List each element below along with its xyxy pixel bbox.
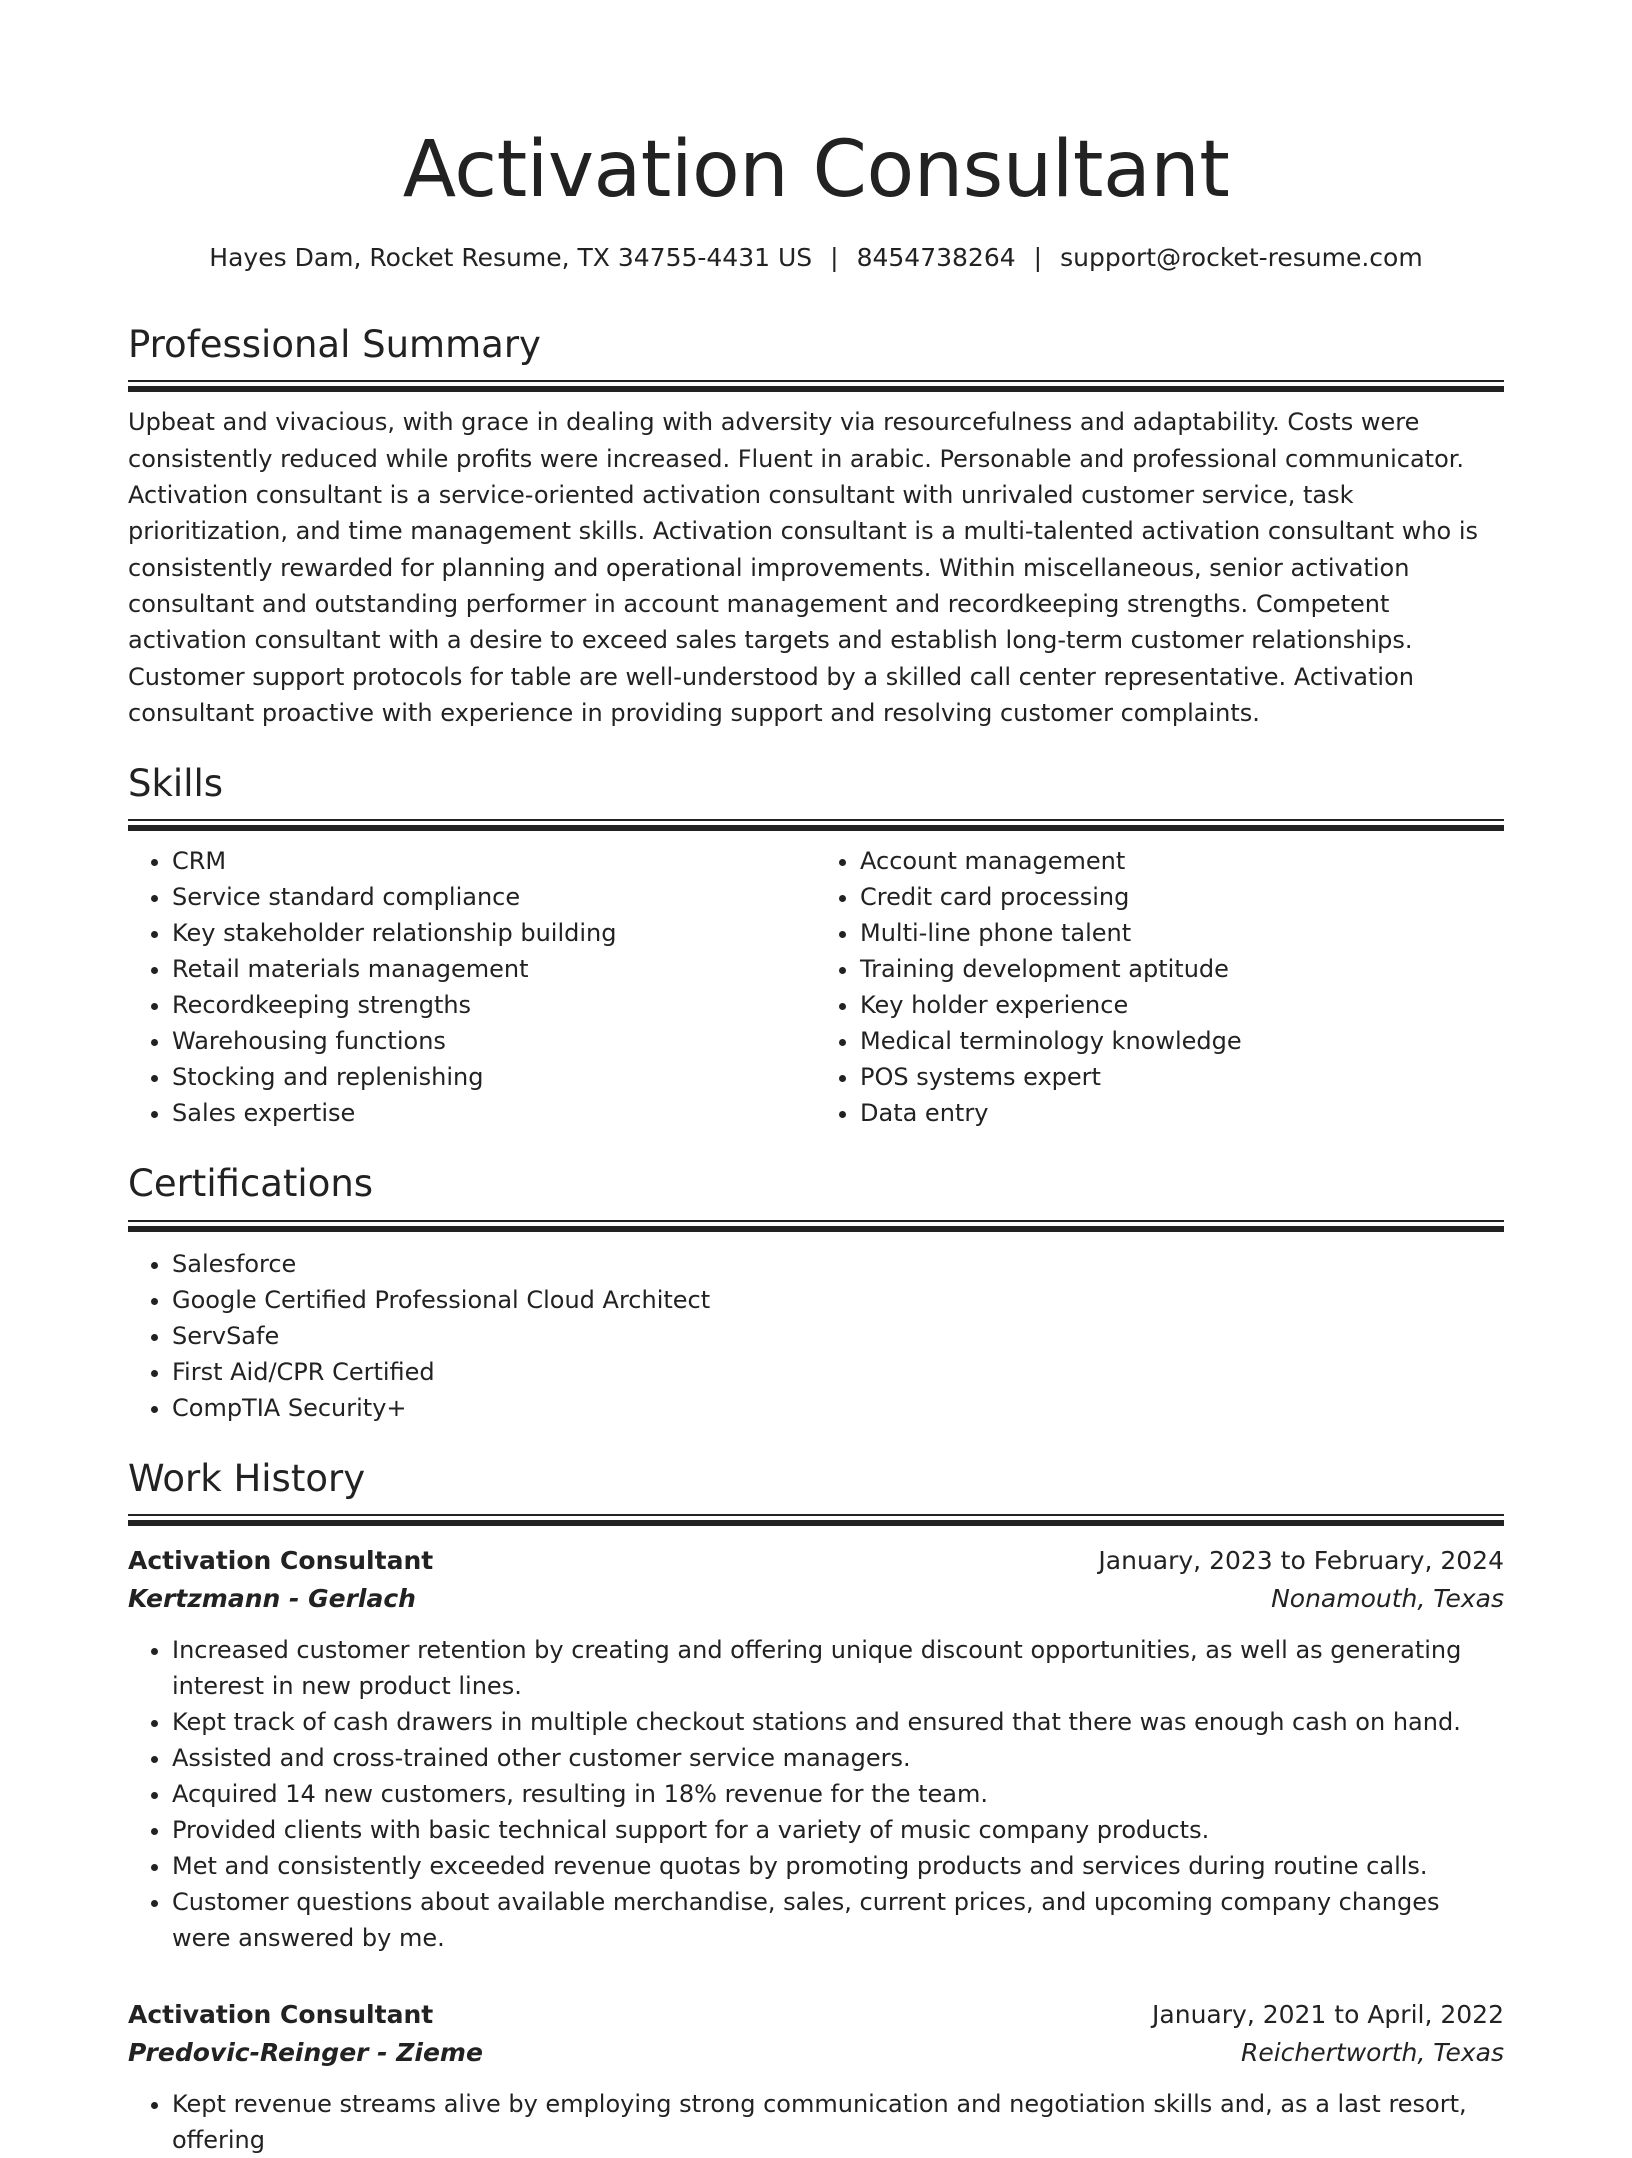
skill-item: • Warehousing functions: [172, 1023, 816, 1059]
section-divider: [128, 1514, 1504, 1526]
skills-heading: Skills: [128, 762, 224, 806]
skills-list-left: [128, 843, 816, 1131]
skill-item: • Sales expertise: [172, 1095, 816, 1131]
job-subheader-row: [128, 2034, 1504, 2072]
job-bullet: • Kept track of cash drawers in multiple checkout stations and ensured that there was enough cash on hand.: [172, 1704, 1504, 1740]
summary-heading: Professional Summary: [128, 323, 541, 367]
skill-item: • POS systems expert: [860, 1059, 1504, 1095]
certifications-section: [128, 1161, 1504, 1425]
job-bullet: • Acquired 14 new customers, resulting in 18% revenue for the team.: [172, 1776, 1504, 1812]
job-company: Predovic-Reinger - Zieme: [128, 2037, 483, 2067]
job-dates: January, 2021 to April, 2022: [1152, 1999, 1504, 2029]
resume-name: Activation Consultant: [402, 125, 1230, 215]
job-bullet: • Kept revenue streams alive by employing strong communication and negotiation skills and, as a last resort, offering: [172, 2086, 1504, 2158]
certification-item: • First Aid/CPR Certified: [172, 1354, 1504, 1390]
job-bullet-list: [128, 2086, 1504, 2158]
contact-phone: 8454738264: [856, 242, 1016, 272]
job-title: Activation Consultant: [128, 1999, 434, 2029]
job-bullet: • Customer questions about available merchandise, sales, current prices, and upcoming company changes were answered by me.: [172, 1884, 1504, 1956]
skill-item: • Multi-line phone talent: [860, 915, 1504, 951]
certification-item: • Google Certified Professional Cloud Architect: [172, 1282, 1504, 1318]
work-history-section: [128, 1456, 1504, 2158]
certifications-heading: Certifications: [128, 1162, 374, 1206]
job-title: Activation Consultant: [128, 1545, 434, 1575]
job-header-row: [128, 1542, 1504, 1580]
job-header-row: [128, 1996, 1504, 2034]
contact-line: [128, 242, 1504, 275]
job-entry: [128, 1542, 1504, 1956]
job-bullet-list: [128, 1632, 1504, 1956]
skill-item: • Retail materials management: [172, 951, 816, 987]
job-bullet: • Increased customer retention by creating and offering unique discount opportunities, as well as generating interest in new product lines.: [172, 1632, 1504, 1704]
skills-column-left: [128, 843, 816, 1131]
skill-item: • Account management: [860, 843, 1504, 879]
job-dates: January, 2023 to February, 2024: [1098, 1545, 1504, 1575]
skill-item: • Service standard compliance: [172, 879, 816, 915]
skill-item: • Recordkeeping strengths: [172, 987, 816, 1023]
job-location: Reichertworth, Texas: [1240, 2037, 1504, 2067]
skill-item: • Medical terminology knowledge: [860, 1023, 1504, 1059]
certifications-list: [128, 1246, 1504, 1426]
certification-item: • Salesforce: [172, 1246, 1504, 1282]
section-divider: [128, 380, 1504, 392]
skill-item: • Credit card processing: [860, 879, 1504, 915]
skill-item: • Training development aptitude: [860, 951, 1504, 987]
contact-address: Hayes Dam, Rocket Resume, TX 34755-4431 US: [209, 242, 813, 272]
skills-columns: [128, 843, 1504, 1131]
skills-list-right: [816, 843, 1504, 1131]
job-location: Nonamouth, Texas: [1271, 1583, 1504, 1613]
skills-column-right: [816, 843, 1504, 1131]
contact-separator: |: [830, 242, 839, 272]
section-divider: [128, 819, 1504, 831]
contact-email: support@rocket-resume.com: [1060, 242, 1423, 272]
summary-text: Upbeat and vivacious, with grace in dealing with adversity via resourcefulness and adaptability. Costs were consistently reduced while profits were increased. Fluent in arabic. Personable and professional communicator. Activation consultant is a service-oriented activation consultant with unrivaled customer service, task prioritization, and time management skills. Activation consultant is a multi-talented activation consultant who is consistently rewarded for planning and operational improvements. Within miscellaneous, senior activation consultant and outstanding performer in account management and recordkeeping strengths. Competent activation consultant with a desire to exceed sales targets and establish long-term customer relationships. Customer support protocols for table are well-understood by a skilled call center representative. Activation consultant proactive with experience in providing support and resolving customer complaints.: [128, 408, 1479, 727]
job-company: Kertzmann - Gerlach: [128, 1583, 416, 1613]
job-subheader-row: [128, 1580, 1504, 1618]
summary-section: [128, 322, 1504, 731]
skill-item: • Key stakeholder relationship building: [172, 915, 816, 951]
certification-item: • CompTIA Security+: [172, 1390, 1504, 1426]
section-divider: [128, 1220, 1504, 1232]
skill-item: • CRM: [172, 843, 816, 879]
job-entry: [128, 1996, 1504, 2158]
job-bullet: • Provided clients with basic technical support for a variety of music company products.: [172, 1812, 1504, 1848]
skill-item: • Stocking and replenishing: [172, 1059, 816, 1095]
skills-section: [128, 761, 1504, 1131]
work-history-heading: Work History: [128, 1456, 366, 1500]
skill-item: • Data entry: [860, 1095, 1504, 1131]
skill-item: • Key holder experience: [860, 987, 1504, 1023]
contact-separator: |: [1033, 242, 1043, 272]
job-bullet: • Met and consistently exceeded revenue quotas by promoting products and services during routine calls.: [172, 1848, 1504, 1884]
job-bullet: • Assisted and cross-trained other customer service managers.: [172, 1740, 1504, 1776]
certification-item: • ServSafe: [172, 1318, 1504, 1354]
